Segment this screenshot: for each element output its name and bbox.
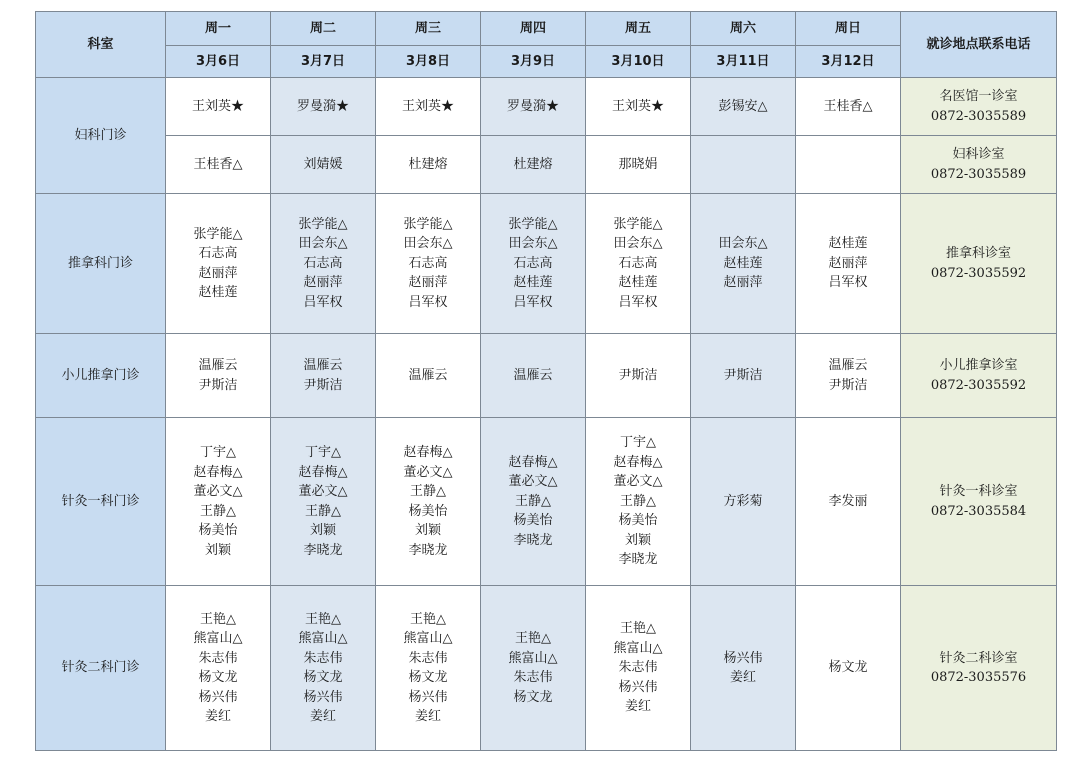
doctor-name: 张学能△	[298, 216, 348, 232]
contact-cell	[901, 78, 1057, 136]
doctor-cell	[481, 418, 586, 586]
date-header: 3月7日	[271, 46, 376, 78]
doctor-cell	[796, 136, 901, 194]
table-row	[36, 78, 1057, 136]
doctor-name: 熊富山△	[403, 631, 453, 646]
doctor-name: 刘颖	[414, 523, 441, 538]
doctor-cell	[481, 334, 586, 418]
doctor-name: 石志高	[198, 246, 238, 261]
doctor-cell	[166, 334, 271, 418]
doctor-cell	[586, 136, 691, 194]
doctor-name: 王艳△	[200, 611, 236, 627]
doctor-name: 丁宇△	[620, 435, 656, 451]
doctor-cell	[166, 418, 271, 586]
doctor-name: 王刘英★	[401, 98, 454, 114]
doctor-name: 杨兴伟	[618, 679, 658, 695]
doctor-name: 熊富山△	[508, 650, 558, 666]
doctor-name: 方彩菊	[723, 493, 763, 509]
doctor-cell	[271, 194, 376, 334]
doctor-name: 李晓龙	[513, 532, 553, 548]
doctor-name: 李发丽	[828, 493, 868, 509]
doctor-name: 田会东△	[403, 236, 453, 252]
doctor-name: 丁宇△	[305, 445, 341, 460]
doctor-cell	[796, 78, 901, 136]
doctor-name: 温雁云	[828, 358, 868, 373]
doctor-name: 朱志伟	[198, 650, 238, 666]
doctor-name: 尹斯洁	[303, 377, 343, 393]
doctor-cell	[586, 586, 691, 751]
doctor-name: 王刘英★	[191, 98, 244, 114]
doctor-name: 李晓龙	[408, 542, 448, 558]
doctor-name: 尹斯洁	[828, 377, 868, 393]
doctor-name: 赵丽萍	[198, 265, 238, 281]
doctor-name: 张学能△	[193, 226, 243, 242]
weekday-header: 周四	[481, 12, 586, 46]
doctor-name: 董必文△	[403, 464, 453, 480]
doctor-name: 张学能△	[613, 216, 663, 232]
phone-text: 0872-3035584	[930, 503, 1027, 519]
doctor-name: 杨美怡	[513, 513, 553, 529]
doctor-name: 刘颖	[309, 523, 336, 538]
doctor-cell	[481, 136, 586, 194]
weekday-header: 周三	[376, 12, 481, 46]
doctor-name: 赵春梅△	[403, 445, 453, 460]
doctor-name: 杜建熔	[513, 156, 553, 172]
doctor-cell	[271, 586, 376, 751]
doctor-cell	[166, 136, 271, 194]
date-header: 3月8日	[376, 46, 481, 78]
doctor-name: 李晓龙	[303, 542, 343, 558]
doctor-name: 温雁云	[198, 358, 238, 373]
phone-text: 0872-3035589	[930, 108, 1027, 124]
doctor-cell	[691, 586, 796, 751]
location-text: 针灸二科诊室	[939, 650, 1018, 666]
doctor-name: 赵桂莲	[198, 285, 238, 300]
doctor-name: 杨美怡	[618, 513, 658, 529]
doctor-name: 杨文龙	[198, 670, 238, 685]
doctor-cell	[376, 136, 481, 194]
doctor-name: 董必文△	[193, 484, 243, 499]
doctor-name: 田会东△	[298, 236, 348, 252]
doctor-name: 尹斯洁	[618, 367, 658, 383]
table-row	[36, 334, 1057, 418]
doctor-name: 吕军权	[618, 294, 658, 310]
doctor-name: 杨文龙	[303, 670, 343, 685]
doctor-name: 姜红	[624, 699, 651, 715]
doctor-name: 石志高	[408, 255, 448, 271]
doctor-name: 赵春梅△	[613, 454, 663, 470]
doctor-name: 温雁云	[408, 367, 448, 383]
doctor-name: 董必文△	[613, 474, 663, 490]
doctor-cell	[796, 194, 901, 334]
doctor-cell	[271, 78, 376, 136]
location-text: 名医馆一诊室	[939, 89, 1018, 104]
doctor-name: 王艳△	[515, 631, 551, 646]
doctor-name: 姜红	[729, 670, 756, 685]
date-header: 3月6日	[166, 46, 271, 78]
department-column-header: 科室	[36, 12, 166, 78]
date-header: 3月11日	[691, 46, 796, 78]
date-header: 3月12日	[796, 46, 901, 78]
doctor-name: 赵春梅△	[193, 464, 243, 480]
doctor-name: 朱志伟	[408, 650, 448, 666]
doctor-cell	[796, 334, 901, 418]
doctor-name: 杨兴伟	[408, 689, 448, 705]
doctor-name: 张学能△	[403, 216, 453, 232]
department-name: 小儿推拿门诊	[36, 334, 166, 418]
doctor-cell	[166, 78, 271, 136]
doctor-name: 王桂香△	[193, 156, 243, 172]
doctor-name: 王静△	[515, 493, 551, 509]
doctor-name: 姜红	[309, 709, 336, 724]
department-name: 推拿科门诊	[36, 194, 166, 334]
doctor-cell	[481, 586, 586, 751]
table-header	[36, 12, 1057, 78]
doctor-name: 赵春梅△	[298, 464, 348, 480]
schedule-table	[35, 11, 1057, 751]
table-row	[36, 194, 1057, 334]
doctor-name: 姜红	[414, 709, 441, 724]
doctor-cell	[586, 194, 691, 334]
doctor-name: 杨文龙	[828, 660, 868, 676]
doctor-cell	[586, 418, 691, 586]
doctor-cell	[691, 194, 796, 334]
doctor-name: 田会东△	[508, 236, 558, 252]
contact-cell	[901, 136, 1057, 194]
doctor-name: 刘颖	[204, 542, 231, 558]
weekday-header: 周五	[586, 12, 691, 46]
doctor-name: 赵桂莲	[618, 275, 658, 291]
doctor-cell	[376, 334, 481, 418]
doctor-name: 王刘英★	[611, 98, 664, 114]
doctor-name: 赵桂莲	[723, 255, 763, 271]
doctor-name: 温雁云	[513, 367, 553, 383]
doctor-name: 罗曼漪★	[296, 98, 349, 114]
date-header: 3月9日	[481, 46, 586, 78]
location-text: 妇科诊室	[952, 147, 1005, 162]
phone-text: 0872-3035592	[930, 377, 1027, 393]
doctor-cell	[271, 334, 376, 418]
phone-text: 0872-3035589	[930, 166, 1027, 182]
location-text: 小儿推拿诊室	[939, 358, 1018, 373]
doctor-name: 王静△	[620, 493, 656, 509]
weekday-header: 周一	[166, 12, 271, 46]
weekday-header: 周日	[796, 12, 901, 46]
contact-cell	[901, 586, 1057, 751]
doctor-name: 石志高	[513, 255, 553, 271]
doctor-name: 王静△	[410, 484, 446, 499]
doctor-name: 尹斯洁	[198, 377, 238, 393]
table-row	[36, 586, 1057, 751]
doctor-name: 彭锡安△	[718, 98, 768, 114]
department-name: 针灸一科门诊	[36, 418, 166, 586]
table-body	[36, 78, 1057, 751]
doctor-name: 尹斯洁	[723, 367, 763, 383]
doctor-name: 张学能△	[508, 216, 558, 232]
doctor-name: 吕军权	[408, 294, 448, 310]
doctor-name: 王艳△	[410, 611, 446, 627]
location-text: 推拿科诊室	[945, 246, 1011, 261]
doctor-name: 杨兴伟	[723, 650, 763, 666]
doctor-cell	[586, 334, 691, 418]
doctor-name: 王艳△	[305, 611, 341, 627]
doctor-cell	[271, 418, 376, 586]
phone-text: 0872-3035576	[930, 670, 1027, 685]
contact-column-header: 就诊地点联系电话	[901, 12, 1057, 78]
doctor-name: 王艳△	[620, 621, 656, 637]
doctor-name: 杨文龙	[513, 689, 553, 705]
doctor-cell	[796, 418, 901, 586]
doctor-cell	[691, 334, 796, 418]
doctor-name: 丁宇△	[200, 445, 236, 460]
doctor-name: 朱志伟	[618, 660, 658, 676]
doctor-name: 王静△	[305, 503, 341, 519]
doctor-name: 吕军权	[828, 275, 868, 291]
doctor-name: 朱志伟	[513, 670, 553, 685]
doctor-name: 杨美怡	[198, 523, 238, 538]
doctor-name: 杜建熔	[408, 156, 448, 172]
doctor-name: 罗曼漪★	[506, 98, 559, 114]
doctor-name: 刘婧媛	[303, 156, 343, 172]
doctor-cell	[376, 586, 481, 751]
doctor-cell	[586, 78, 691, 136]
doctor-name: 王静△	[200, 503, 236, 519]
doctor-name: 田会东△	[718, 236, 768, 252]
doctor-cell	[691, 78, 796, 136]
weekday-header: 周六	[691, 12, 796, 46]
doctor-name: 杨兴伟	[198, 689, 238, 705]
doctor-name: 温雁云	[303, 358, 343, 373]
doctor-name: 赵丽萍	[408, 275, 448, 291]
doctor-cell	[481, 78, 586, 136]
date-header: 3月10日	[586, 46, 691, 78]
contact-cell	[901, 194, 1057, 334]
doctor-cell	[376, 194, 481, 334]
doctor-name: 杨美怡	[408, 503, 448, 519]
doctor-name: 董必文△	[508, 474, 558, 490]
table-row	[36, 136, 1057, 194]
contact-cell	[901, 334, 1057, 418]
table-row	[36, 418, 1057, 586]
doctor-name: 赵桂莲	[513, 275, 553, 291]
doctor-name: 杨文龙	[408, 670, 448, 685]
doctor-cell	[376, 78, 481, 136]
doctor-name: 赵丽萍	[828, 255, 868, 271]
doctor-cell	[271, 136, 376, 194]
doctor-name: 刘颖	[624, 532, 651, 548]
doctor-cell	[166, 586, 271, 751]
department-name: 针灸二科门诊	[36, 586, 166, 751]
doctor-cell	[691, 136, 796, 194]
doctor-cell	[166, 194, 271, 334]
weekday-header: 周二	[271, 12, 376, 46]
doctor-name: 李晓龙	[618, 552, 658, 568]
doctor-name: 杨兴伟	[303, 689, 343, 705]
doctor-name: 熊富山△	[613, 640, 663, 656]
doctor-name: 赵桂莲	[828, 236, 868, 252]
location-text: 针灸一科诊室	[939, 484, 1018, 499]
doctor-name: 朱志伟	[303, 650, 343, 666]
doctor-name: 赵丽萍	[303, 275, 343, 291]
doctor-cell	[796, 586, 901, 751]
doctor-name: 吕军权	[303, 294, 343, 310]
department-name: 妇科门诊	[36, 78, 166, 194]
doctor-name: 吕军权	[513, 294, 553, 310]
doctor-name: 王桂香△	[823, 98, 873, 114]
doctor-name: 赵丽萍	[723, 275, 763, 291]
doctor-name: 赵春梅△	[508, 454, 558, 470]
phone-text: 0872-3035592	[930, 265, 1027, 281]
doctor-name: 姜红	[204, 709, 231, 724]
contact-cell	[901, 418, 1057, 586]
doctor-cell	[481, 194, 586, 334]
doctor-cell	[376, 418, 481, 586]
doctor-name: 那晓娟	[618, 156, 658, 172]
doctor-name: 石志高	[618, 255, 658, 271]
doctor-name: 熊富山△	[193, 631, 243, 646]
doctor-name: 田会东△	[613, 236, 663, 252]
doctor-cell	[691, 418, 796, 586]
doctor-name: 石志高	[303, 255, 343, 271]
doctor-name: 董必文△	[298, 484, 348, 499]
doctor-name: 熊富山△	[298, 631, 348, 646]
